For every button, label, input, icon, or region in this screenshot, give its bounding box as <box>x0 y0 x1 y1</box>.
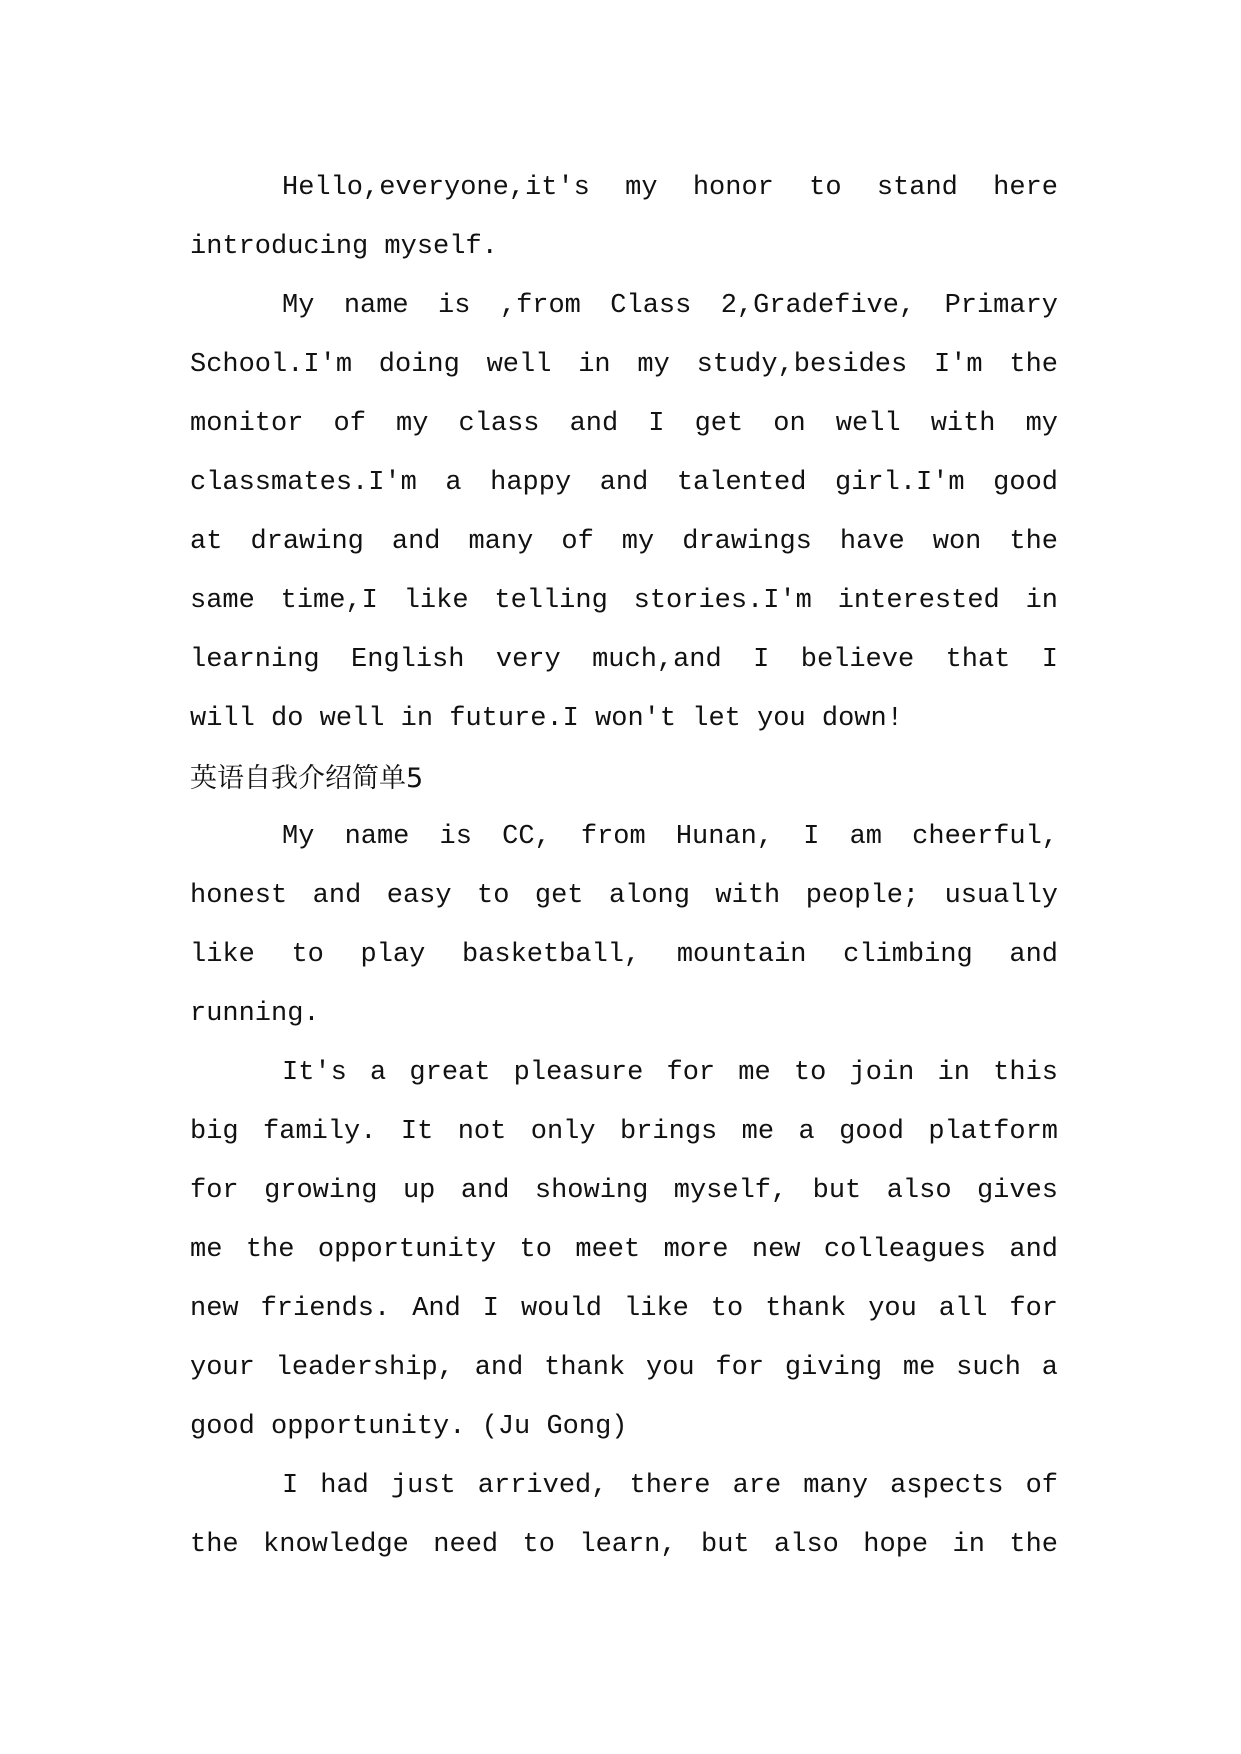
text-line: School.I'm doing well in my study,besides I'm the <box>190 350 1058 380</box>
paragraph <box>190 808 1058 1044</box>
text-line: My name is ,from Class 2,Gradefive, Primary <box>282 291 1058 321</box>
text-line: new friends. And I would like to thank you all for <box>190 1294 1058 1324</box>
document-page <box>190 159 1058 1575</box>
section-heading: 英语自我介绍简单5 <box>190 763 424 794</box>
paragraph <box>190 1044 1058 1457</box>
paragraph <box>190 277 1058 749</box>
text-line: classmates.I'm a happy and talented girl.I'm good <box>190 468 1058 498</box>
paragraph <box>190 1457 1058 1575</box>
text-line: same time,I like telling stories.I'm interested in <box>190 586 1058 616</box>
text-line: I had just arrived, there are many aspects of <box>282 1471 1058 1501</box>
text-line: Hello,everyone,it's my honor to stand here <box>282 173 1058 203</box>
text-line: running. <box>190 999 320 1029</box>
text-line: learning English very much,and I believe that I <box>190 645 1058 675</box>
text-line: good opportunity. (Ju Gong) <box>190 1412 628 1442</box>
text-line: me the opportunity to meet more new colleagues and <box>190 1235 1058 1265</box>
text-line: honest and easy to get along with people; usually <box>190 881 1058 911</box>
text-line: My name is CC, from Hunan, I am cheerful, <box>282 822 1058 852</box>
text-line: like to play basketball, mountain climbing and <box>190 940 1058 970</box>
text-line: your leadership, and thank you for giving me such a <box>190 1353 1058 1383</box>
text-line: at drawing and many of my drawings have won the <box>190 527 1058 557</box>
text-line: It's a great pleasure for me to join in this <box>282 1058 1058 1088</box>
text-line: for growing up and showing myself, but also gives <box>190 1176 1058 1206</box>
text-line: introducing myself. <box>190 232 498 262</box>
text-line: monitor of my class and I get on well with my <box>190 409 1058 439</box>
text-line: big family. It not only brings me a good platform <box>190 1117 1058 1147</box>
paragraph <box>190 159 1058 277</box>
text-line: will do well in future.I won't let you down! <box>190 704 903 734</box>
text-line: the knowledge need to learn, but also hope in the <box>190 1530 1058 1560</box>
